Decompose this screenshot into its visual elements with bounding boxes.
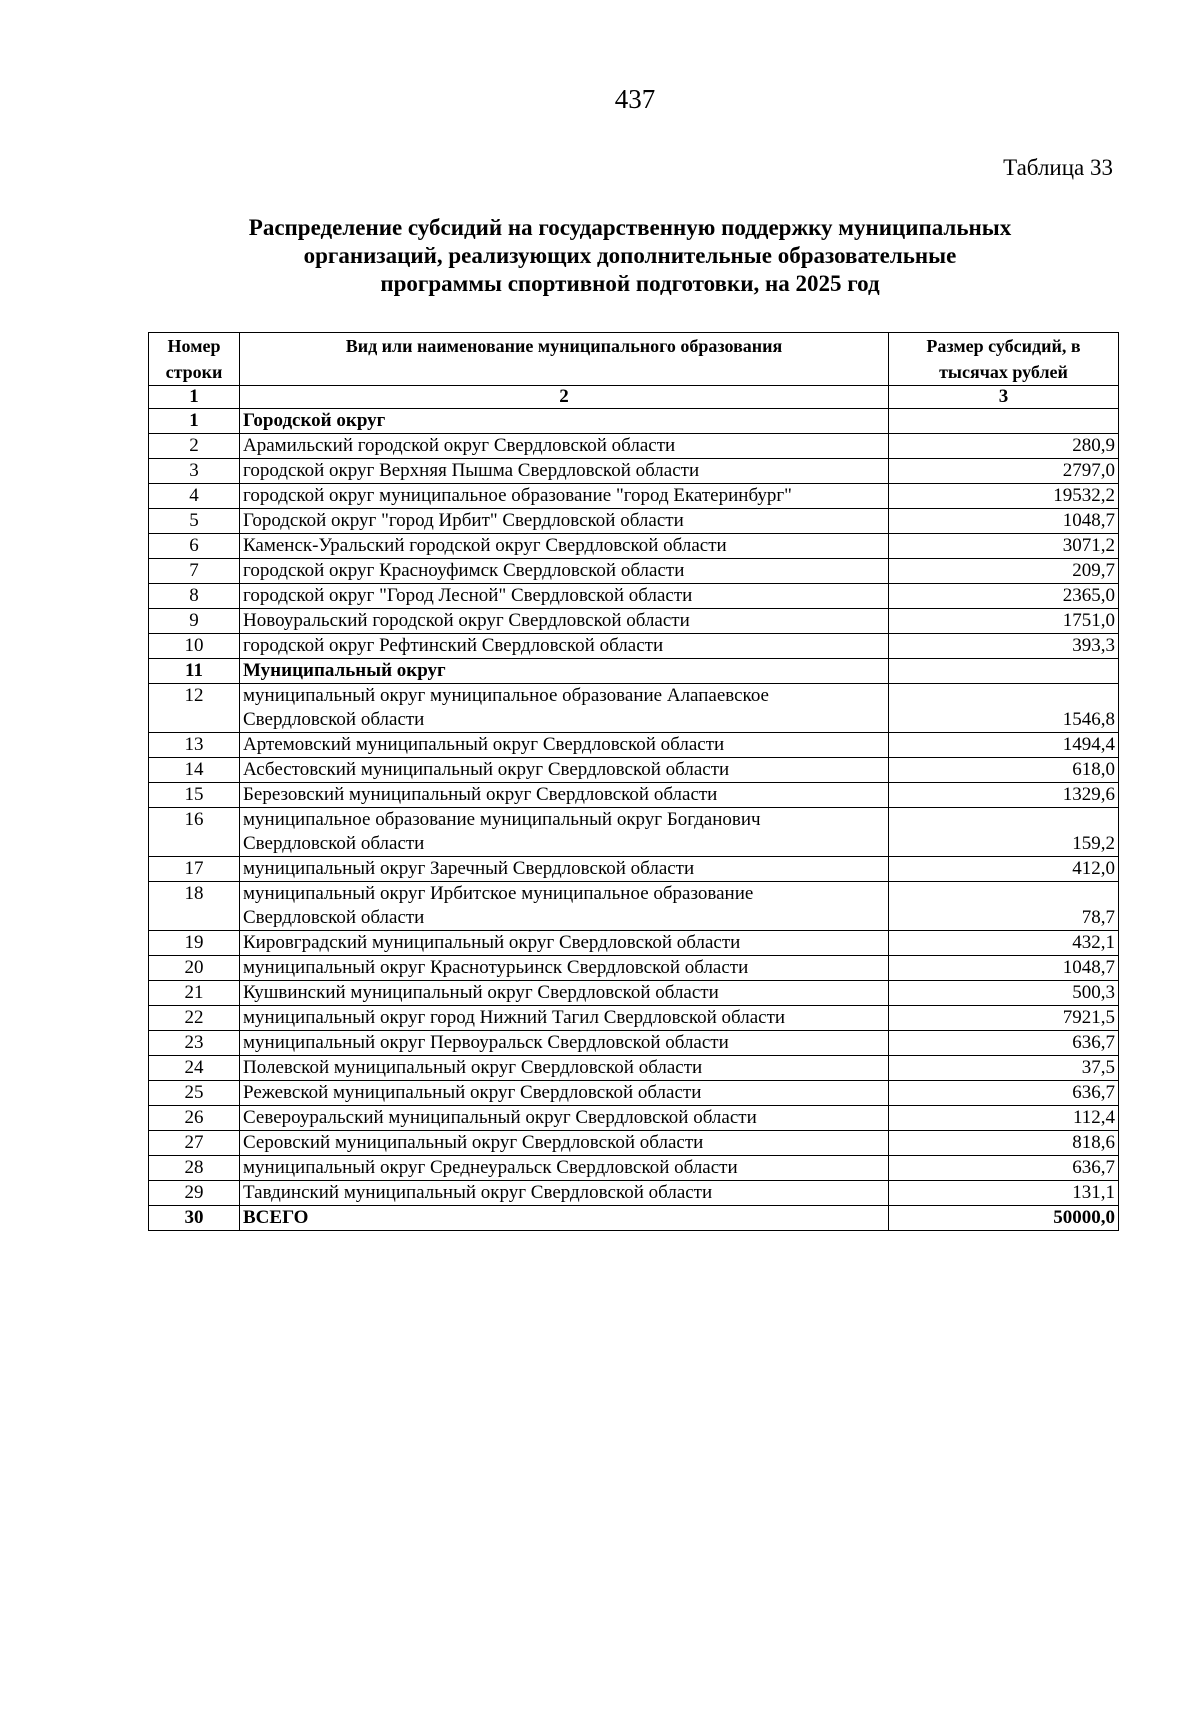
subsidy-value: 1048,7 <box>889 956 1119 981</box>
municipality-name-line: Арамильский городской округ Свердловской области <box>243 435 676 456</box>
document-title <box>190 214 1070 298</box>
table-row <box>149 1006 1119 1031</box>
row-number: 18 <box>149 882 240 931</box>
subsidy-value: 500,3 <box>889 981 1119 1006</box>
table-row <box>149 1156 1119 1181</box>
title-line-2: организаций, реализующих дополнительные образовательные <box>303 243 957 268</box>
table-row <box>149 634 1119 659</box>
table-row <box>149 931 1119 956</box>
municipality-name-line: Серовский муниципальный округ Свердловской области <box>243 1132 704 1153</box>
municipality-name-line: Свердловской области <box>243 709 425 730</box>
municipality-name <box>240 1006 889 1031</box>
subsidy-value: 159,2 <box>889 808 1119 857</box>
municipality-name-line: Режевской муниципальный округ Свердловской области <box>243 1082 702 1103</box>
table-row <box>149 733 1119 758</box>
municipality-name-line: Каменск-Уральский городской округ Свердловской области <box>243 535 727 556</box>
municipality-name <box>240 1206 889 1231</box>
row-number: 4 <box>149 484 240 509</box>
municipality-name <box>240 484 889 509</box>
row-number: 1 <box>149 409 240 434</box>
table-row <box>149 434 1119 459</box>
subsidy-value: 1546,8 <box>889 684 1119 733</box>
subsidy-value: 37,5 <box>889 1056 1119 1081</box>
subsidy-value: 209,7 <box>889 559 1119 584</box>
subsidy-value: 636,7 <box>889 1081 1119 1106</box>
subsidy-value: 50000,0 <box>889 1206 1119 1231</box>
municipality-name-line: Городской округ "город Ирбит" Свердловской области <box>243 510 684 531</box>
municipality-name <box>240 783 889 808</box>
municipality-name-line: городской округ Красноуфимск Свердловской области <box>243 560 685 581</box>
subsidy-value: 112,4 <box>889 1106 1119 1131</box>
municipality-name-line: Муниципальный округ <box>243 660 446 681</box>
municipality-name-line: городской округ "Город Лесной" Свердловской области <box>243 585 693 606</box>
subsidy-value: 280,9 <box>889 434 1119 459</box>
municipality-name-line: ВСЕГО <box>243 1207 309 1228</box>
table-row <box>149 559 1119 584</box>
municipality-name <box>240 534 889 559</box>
municipality-name-line: Свердловской области <box>243 833 425 854</box>
table-row <box>149 584 1119 609</box>
column-index: 2 <box>240 386 889 409</box>
municipality-name-line: городской округ Рефтинский Свердловской области <box>243 635 664 656</box>
table-row <box>149 509 1119 534</box>
subsidy-value <box>889 409 1119 434</box>
table-row <box>149 857 1119 882</box>
row-number: 16 <box>149 808 240 857</box>
municipality-name <box>240 733 889 758</box>
page-number: 437 <box>614 84 656 114</box>
subsidy-value: 432,1 <box>889 931 1119 956</box>
subsidy-value: 2365,0 <box>889 584 1119 609</box>
row-number: 28 <box>149 1156 240 1181</box>
table-row <box>149 484 1119 509</box>
row-number: 2 <box>149 434 240 459</box>
column-index: 1 <box>149 386 240 409</box>
row-number: 22 <box>149 1006 240 1031</box>
subsidy-value: 636,7 <box>889 1156 1119 1181</box>
municipality-name-line: Кировградский муниципальный округ Свердловской области <box>243 932 741 953</box>
municipality-name-line: Новоуральский городской округ Свердловской области <box>243 610 690 631</box>
table-row <box>149 1106 1119 1131</box>
row-number: 9 <box>149 609 240 634</box>
municipality-name <box>240 1106 889 1131</box>
subsidy-value <box>889 659 1119 684</box>
municipality-name-line: муниципальный округ Ирбитское муниципальное образование <box>243 883 754 904</box>
table-row <box>149 609 1119 634</box>
subsidy-value: 78,7 <box>889 882 1119 931</box>
municipality-name-line: Североуральский муниципальный округ Свердловской области <box>243 1107 757 1128</box>
subsidy-value: 618,0 <box>889 758 1119 783</box>
column-index: 3 <box>889 386 1119 409</box>
row-number: 17 <box>149 857 240 882</box>
table-row <box>149 956 1119 981</box>
row-number: 14 <box>149 758 240 783</box>
municipality-name <box>240 559 889 584</box>
municipality-name <box>240 1031 889 1056</box>
row-number: 12 <box>149 684 240 733</box>
row-number: 6 <box>149 534 240 559</box>
municipality-name-line: Тавдинский муниципальный округ Свердловской области <box>243 1182 713 1203</box>
municipality-name-line: муниципальный округ Заречный Свердловской области <box>243 858 695 879</box>
municipality-name-line: муниципальный округ Среднеуральск Свердловской области <box>243 1157 738 1178</box>
subsidy-value: 1048,7 <box>889 509 1119 534</box>
subsidy-value: 7921,5 <box>889 1006 1119 1031</box>
municipality-name <box>240 409 889 434</box>
municipality-name <box>240 459 889 484</box>
subsidy-table <box>148 332 1119 1231</box>
row-number: 13 <box>149 733 240 758</box>
header-row-number: Номер строки <box>149 333 240 386</box>
row-number: 8 <box>149 584 240 609</box>
table-row <box>149 1131 1119 1156</box>
table-row <box>149 1181 1119 1206</box>
municipality-name-line: Асбестовский муниципальный округ Свердловской области <box>243 759 730 780</box>
table-row <box>149 459 1119 484</box>
municipality-name-line: городской округ Верхняя Пышма Свердловской области <box>243 460 700 481</box>
subsidy-value: 412,0 <box>889 857 1119 882</box>
subsidy-value: 636,7 <box>889 1031 1119 1056</box>
row-number: 3 <box>149 459 240 484</box>
table-row <box>149 409 1119 434</box>
table-row <box>149 534 1119 559</box>
table-row <box>149 659 1119 684</box>
municipality-name-line: Артемовский муниципальный округ Свердловской области <box>243 734 725 755</box>
municipality-name-line: Свердловской области <box>243 907 425 928</box>
municipality-name-line: Полевской муниципальный округ Свердловской области <box>243 1057 703 1078</box>
municipality-name-line: муниципальный округ Первоуральск Свердловской области <box>243 1032 729 1053</box>
municipality-name-line: муниципальное образование муниципальный округ Богданович <box>243 809 761 830</box>
title-line-3: программы спортивной подготовки, на 2025 год <box>380 271 880 296</box>
municipality-name <box>240 634 889 659</box>
column-index-row <box>149 386 1119 409</box>
header-subsidy-amount: Размер субсидий, в тысячах рублей <box>889 333 1119 386</box>
subsidy-value: 1329,6 <box>889 783 1119 808</box>
row-number: 15 <box>149 783 240 808</box>
table-row <box>149 1206 1119 1231</box>
title-line-1: Распределение субсидий на государственную поддержку муниципальных <box>248 215 1012 240</box>
subsidy-value: 2797,0 <box>889 459 1119 484</box>
municipality-name-line: городской округ муниципальное образование "город Екатеринбург" <box>243 485 792 506</box>
municipality-name <box>240 1156 889 1181</box>
municipality-name <box>240 1081 889 1106</box>
municipality-name <box>240 509 889 534</box>
table-row <box>149 1031 1119 1056</box>
row-number: 5 <box>149 509 240 534</box>
row-number: 23 <box>149 1031 240 1056</box>
municipality-name <box>240 808 889 857</box>
row-number: 19 <box>149 931 240 956</box>
table-body <box>149 409 1119 1231</box>
table-row <box>149 1081 1119 1106</box>
row-number: 11 <box>149 659 240 684</box>
table-row <box>149 882 1119 931</box>
municipality-name <box>240 981 889 1006</box>
municipality-name-line: Березовский муниципальный округ Свердловской области <box>243 784 718 805</box>
municipality-name-line: муниципальный округ муниципальное образование Алапаевское <box>243 685 769 706</box>
subsidy-value: 3071,2 <box>889 534 1119 559</box>
subsidy-value: 1751,0 <box>889 609 1119 634</box>
municipality-name <box>240 956 889 981</box>
header-municipality: Вид или наименование муниципального образования <box>240 333 889 386</box>
row-number: 30 <box>149 1206 240 1231</box>
subsidy-value: 393,3 <box>889 634 1119 659</box>
row-number: 25 <box>149 1081 240 1106</box>
municipality-name <box>240 609 889 634</box>
municipality-name <box>240 434 889 459</box>
municipality-name-line: Городской округ <box>243 410 386 431</box>
subsidy-value: 818,6 <box>889 1131 1119 1156</box>
row-number: 7 <box>149 559 240 584</box>
municipality-name <box>240 659 889 684</box>
row-number: 26 <box>149 1106 240 1131</box>
table-row <box>149 981 1119 1006</box>
municipality-name <box>240 1181 889 1206</box>
row-number: 29 <box>149 1181 240 1206</box>
row-number: 27 <box>149 1131 240 1156</box>
row-number: 20 <box>149 956 240 981</box>
row-number: 10 <box>149 634 240 659</box>
table-row <box>149 1056 1119 1081</box>
municipality-name-line: муниципальный округ Краснотурьинск Свердловской области <box>243 957 749 978</box>
subsidy-value: 1494,4 <box>889 733 1119 758</box>
subsidy-value: 19532,2 <box>889 484 1119 509</box>
municipality-name-line: Кушвинский муниципальный округ Свердловской области <box>243 982 719 1003</box>
table-row <box>149 684 1119 733</box>
municipality-name <box>240 1056 889 1081</box>
municipality-name <box>240 684 889 733</box>
row-number: 24 <box>149 1056 240 1081</box>
municipality-name <box>240 931 889 956</box>
header-row <box>149 333 1119 386</box>
table-row <box>149 783 1119 808</box>
municipality-name <box>240 1131 889 1156</box>
municipality-name <box>240 584 889 609</box>
municipality-name <box>240 758 889 783</box>
subsidy-value: 131,1 <box>889 1181 1119 1206</box>
municipality-name <box>240 857 889 882</box>
table-label: Таблица 33 <box>1003 155 1113 180</box>
table-row <box>149 808 1119 857</box>
municipality-name <box>240 882 889 931</box>
row-number: 21 <box>149 981 240 1006</box>
table-row <box>149 758 1119 783</box>
municipality-name-line: муниципальный округ город Нижний Тагил Свердловской области <box>243 1007 786 1028</box>
